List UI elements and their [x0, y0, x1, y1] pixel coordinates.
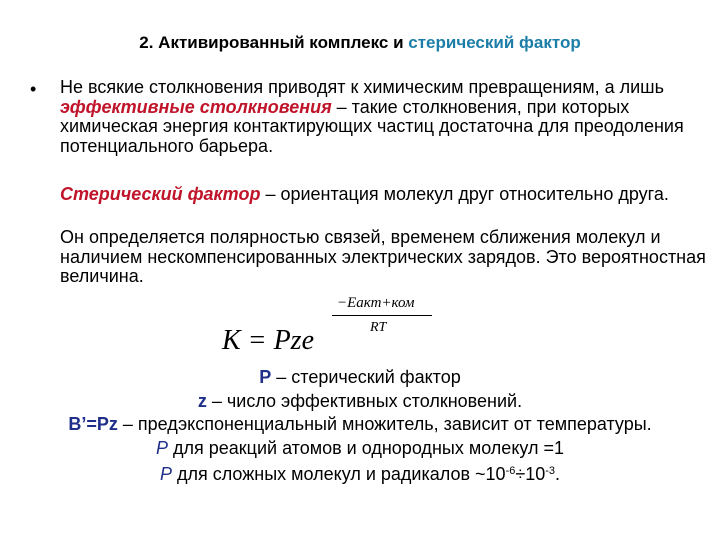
- definition-p-atoms-text: для реакций атомов и однородных молекул =1: [167, 437, 565, 458]
- bullet-marker: •: [30, 79, 37, 99]
- formula-exponent-denominator: RT: [370, 320, 387, 335]
- definition-p-complex: [0, 460, 720, 487]
- exponent-1: -6: [505, 465, 516, 477]
- formula-exponent-numerator: −Eакт+ком: [337, 295, 415, 311]
- symbol-p: P: [259, 367, 272, 387]
- symbol-b: B’=Pz: [68, 414, 118, 434]
- symbol-z: z: [197, 390, 207, 411]
- title-part1: 2. Активированный комплекс и: [139, 33, 409, 52]
- title-accent: стерический фактор: [408, 33, 581, 52]
- symbol-p-atoms: P: [155, 437, 168, 458]
- slide-title: [0, 33, 720, 53]
- definition-b: [0, 413, 720, 437]
- formula-fraction-bar: [332, 315, 432, 316]
- paragraph-polarity: Он определяется полярностью связей, временем сближения молекул и наличием нескомпенсированных электрических зарядов. Это вероятностная величина.: [60, 227, 706, 286]
- definition-p-text: – стерический фактор: [271, 367, 461, 387]
- paragraph-effective-collisions: [60, 78, 710, 156]
- para1-highlight: эффективные столкновения: [60, 96, 332, 117]
- para2-highlight: Стерический фактор: [60, 184, 261, 204]
- para1-text1: Не всякие столкновения приводят к химическим превращениям, а лишь: [60, 77, 664, 97]
- definition-p-atoms: [0, 437, 720, 461]
- definition-p: [0, 366, 720, 390]
- para2-text: – ориентация молекул друг относительно друга.: [260, 184, 669, 204]
- definition-z: [0, 390, 720, 414]
- definition-b-text: – предэкспоненциальный множитель, зависит от температуры.: [117, 414, 652, 434]
- symbol-p-complex: P: [159, 464, 172, 484]
- definition-z-text: – число эффективных столкновений.: [206, 390, 523, 411]
- exponent-2: -3: [545, 465, 556, 477]
- rate-formula: [222, 295, 442, 355]
- definition-p-complex-end: .: [555, 464, 561, 484]
- definition-p-complex-mid: ÷10: [515, 464, 546, 484]
- para1-text2: – такие столкновения, при которых химическая энергия контактирующих частиц достаточна для преодоления потенциального барьера.: [60, 96, 684, 156]
- definition-p-complex-text: для сложных молекул и радикалов ~10: [171, 464, 506, 484]
- formula-lhs: K = Pze: [222, 325, 314, 356]
- paragraph-steric-factor: [60, 185, 710, 205]
- definitions-block: [0, 366, 720, 487]
